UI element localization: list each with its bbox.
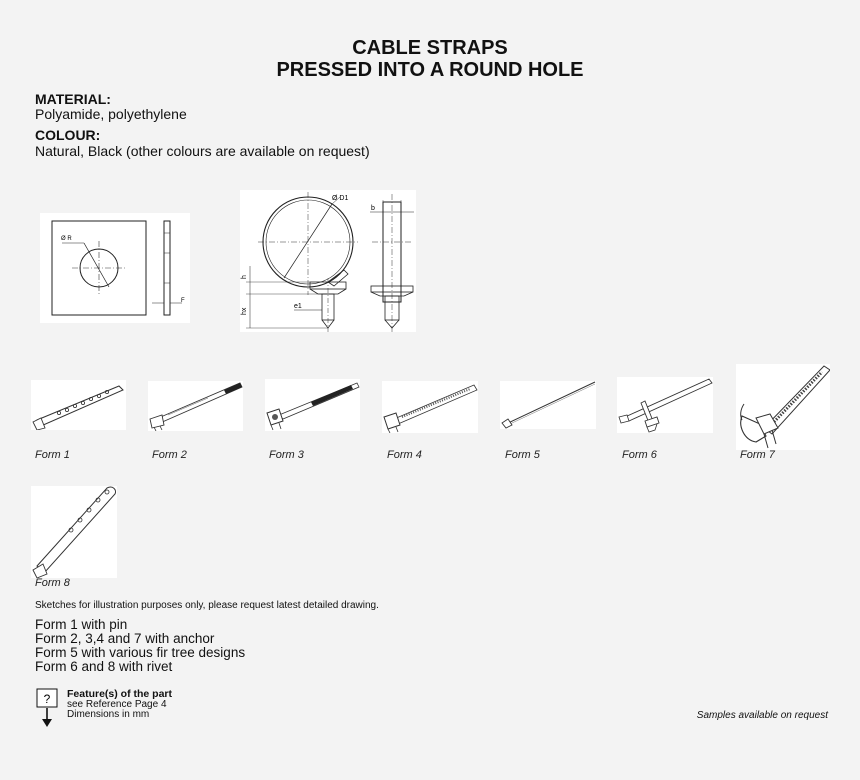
illustration-note: Sketches for illustration purposes only, please request latest detailed drawing.	[35, 600, 379, 611]
form-4-label: Form 4	[387, 449, 422, 461]
form-1-label: Form 1	[35, 449, 70, 461]
form-1-image	[31, 380, 126, 430]
form-6-image	[617, 377, 713, 433]
strap-width-label: b	[371, 205, 375, 212]
feature-reference-link[interactable]: see Reference Page 4	[67, 698, 167, 710]
strap-e1-label: e1	[294, 303, 302, 310]
plate-radius-label: Ø R	[61, 236, 72, 242]
feature-question-icon	[36, 688, 58, 728]
feature-info	[67, 689, 172, 721]
colour-label: COLOUR:	[35, 127, 101, 143]
strap-hx-label: hx	[241, 307, 248, 315]
strap-h-label: h	[241, 275, 248, 279]
material-label: MATERIAL:	[35, 91, 111, 107]
form-8-image	[31, 486, 117, 578]
plate-thickness-label: F	[181, 298, 185, 304]
form-5-label: Form 5	[505, 449, 540, 461]
form-8-label: Form 8	[35, 577, 70, 589]
form-6-label: Form 6	[622, 449, 657, 461]
feature-title: Feature(s) of the part	[67, 688, 173, 700]
form-description-item: Form 1 with pin	[35, 617, 128, 632]
form-2-image	[148, 381, 243, 431]
form-description-item: Form 6 and 8 with rivet	[35, 659, 173, 674]
colour-value: Natural, Black (other colours are available on request)	[35, 143, 370, 159]
samples-note: Samples available on request	[696, 710, 828, 721]
form-3-image	[265, 379, 360, 431]
page-title	[0, 37, 860, 81]
form-5-image	[500, 381, 596, 429]
form-description-item: Form 2, 3,4 and 7 with anchor	[35, 631, 215, 646]
material-value: Polyamide, polyethylene	[35, 106, 187, 122]
title-line-1: CABLE STRAPS	[352, 37, 508, 59]
strap-technical-drawing	[240, 190, 416, 332]
form-description-item: Form 5 with various fir tree designs	[35, 645, 246, 660]
form-2-label: Form 2	[152, 449, 187, 461]
form-4-image	[382, 381, 478, 433]
title-line-2: PRESSED INTO A ROUND HOLE	[276, 59, 584, 81]
strap-diameter-label: Ø D1	[332, 195, 349, 202]
feature-dimensions: Dimensions in mm	[67, 709, 150, 720]
form-7-image	[736, 364, 830, 450]
plate-drawing	[40, 213, 190, 323]
form-description-list	[35, 618, 245, 674]
form-3-label: Form 3	[269, 449, 304, 461]
feature-icon-symbol: ?	[43, 692, 51, 706]
form-7-label: Form 7	[740, 449, 775, 461]
